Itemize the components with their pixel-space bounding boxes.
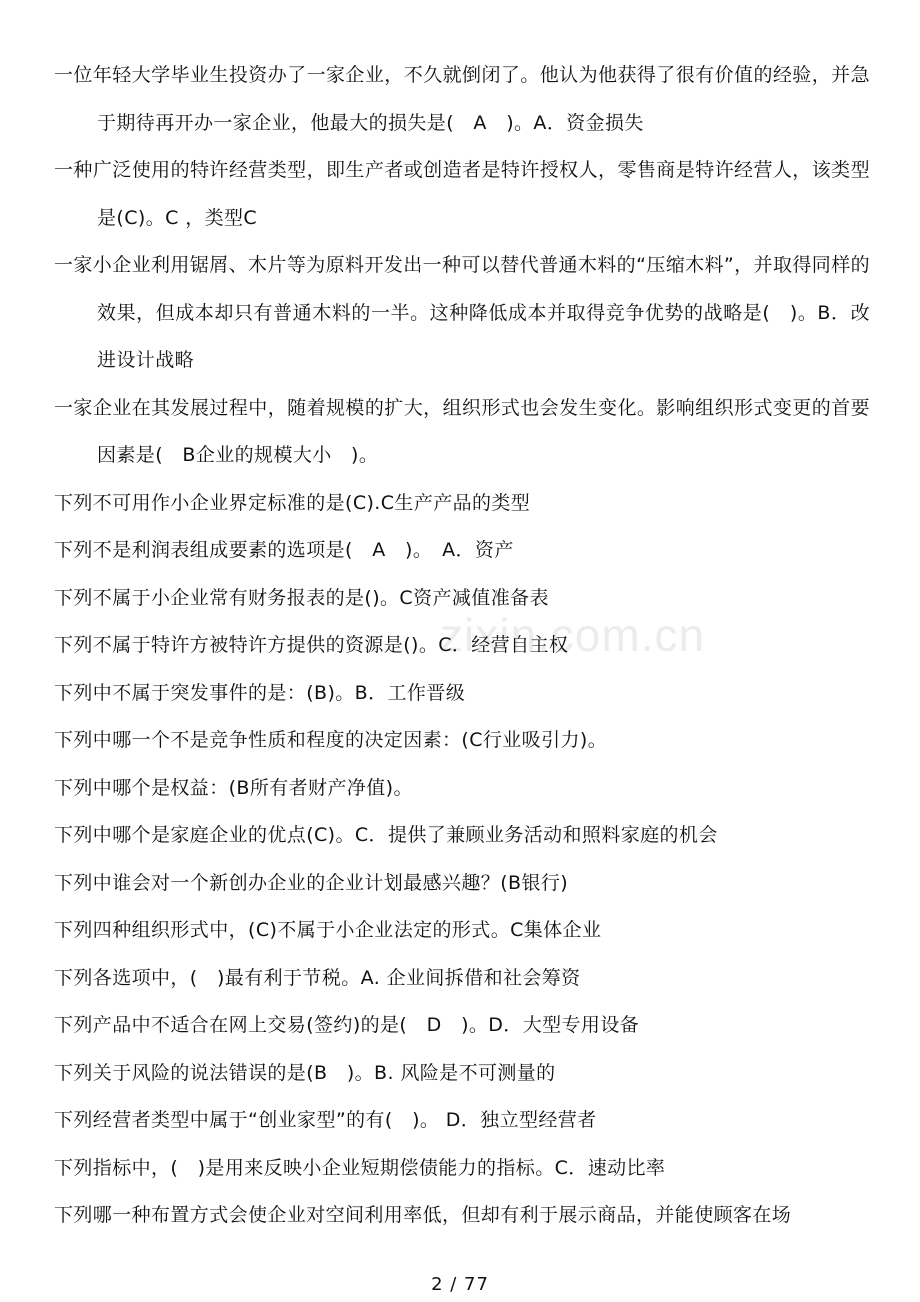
question-entry: 下列中哪个是权益：(B所有者财产净值)。 xyxy=(54,776,413,799)
question-entry: 下列不可用作小企业界定标准的是(C).C生产产品的类型 xyxy=(54,491,531,514)
question-entry: 下列中哪一个不是竞争性质和程度的决定因素：(C行业吸引力)。 xyxy=(54,729,608,751)
question-entry: 下列各选项中，( )最有利于节税。A. 企业间拆借和社会筹资 xyxy=(54,966,581,989)
question-entry: 下列中哪个是家庭企业的优点(C)。C．提供了兼顾业务活动和照料家庭的机会 xyxy=(54,824,718,846)
question-entry: 下列不属于小企业常有财务报表的是()。C资产减值准备表 xyxy=(54,586,549,609)
question-entry: 下列中不属于突发事件的是：(B)。B．工作晋级 xyxy=(54,681,466,704)
question-entry: 一位年轻大学毕业生投资办了一家企业，不久就倒闭了。他认为他获得了很有价值的经验，并急于期待再开办一家企业，他最大的损失是( A )。A．资金损失 xyxy=(54,64,870,134)
question-entry: 下列指标中，( )是用来反映小企业短期偿债能力的指标。C．速动比率 xyxy=(54,1156,666,1179)
watermark: zixin.com.cn xyxy=(440,609,706,661)
page-number: 2 / 77 xyxy=(431,1274,489,1295)
question-entry: 下列关于风险的说法错误的是(B )。B. 风险是不可测量的 xyxy=(54,1061,556,1084)
question-entry: 一家小企业利用锯屑、木片等为原料开发出一种可以替代普通木料的“压缩木料”，并取得同样的效果，但成本却只有普通木料的一半。这种降低成本并取得竞争优势的战略是( )。B．改进设计战略 xyxy=(54,254,870,371)
question-entry: 下列不是利润表组成要素的选项是( A )。 A．资产 xyxy=(54,539,514,561)
question-entry: 一家企业在其发展过程中，随着规模的扩大，组织形式也会发生变化。影响组织形式变更的首要因素是( B企业的规模大小 )。 xyxy=(54,396,870,466)
question-entry: 下列中谁会对一个新创办企业的企业计划最感兴趣？(B银行) xyxy=(54,871,569,894)
document-body xyxy=(54,52,870,1240)
question-entry: 一种广泛使用的特许经营类型，即生产者或创造者是特许授权人，零售商是特许经营人，该类型是(C)。C ，类型C xyxy=(54,159,870,229)
question-entry: 下列四种组织形式中，(C)不属于小企业法定的形式。C集体企业 xyxy=(54,919,602,941)
question-entry: 下列哪一种布置方式会使企业对空间利用率低，但却有利于展示商品，并能使顾客在场 xyxy=(54,1204,792,1226)
question-entry: 下列经营者类型中属于“创业家型”的有( )。 D．独立型经营者 xyxy=(54,1109,597,1131)
question-entry: 下列产品中不适合在网上交易(签约)的是( D )。D．大型专用设备 xyxy=(54,1014,640,1036)
question-entry: 下列不属于特许方被特许方提供的资源是()。C．经营自主权 xyxy=(54,634,569,656)
